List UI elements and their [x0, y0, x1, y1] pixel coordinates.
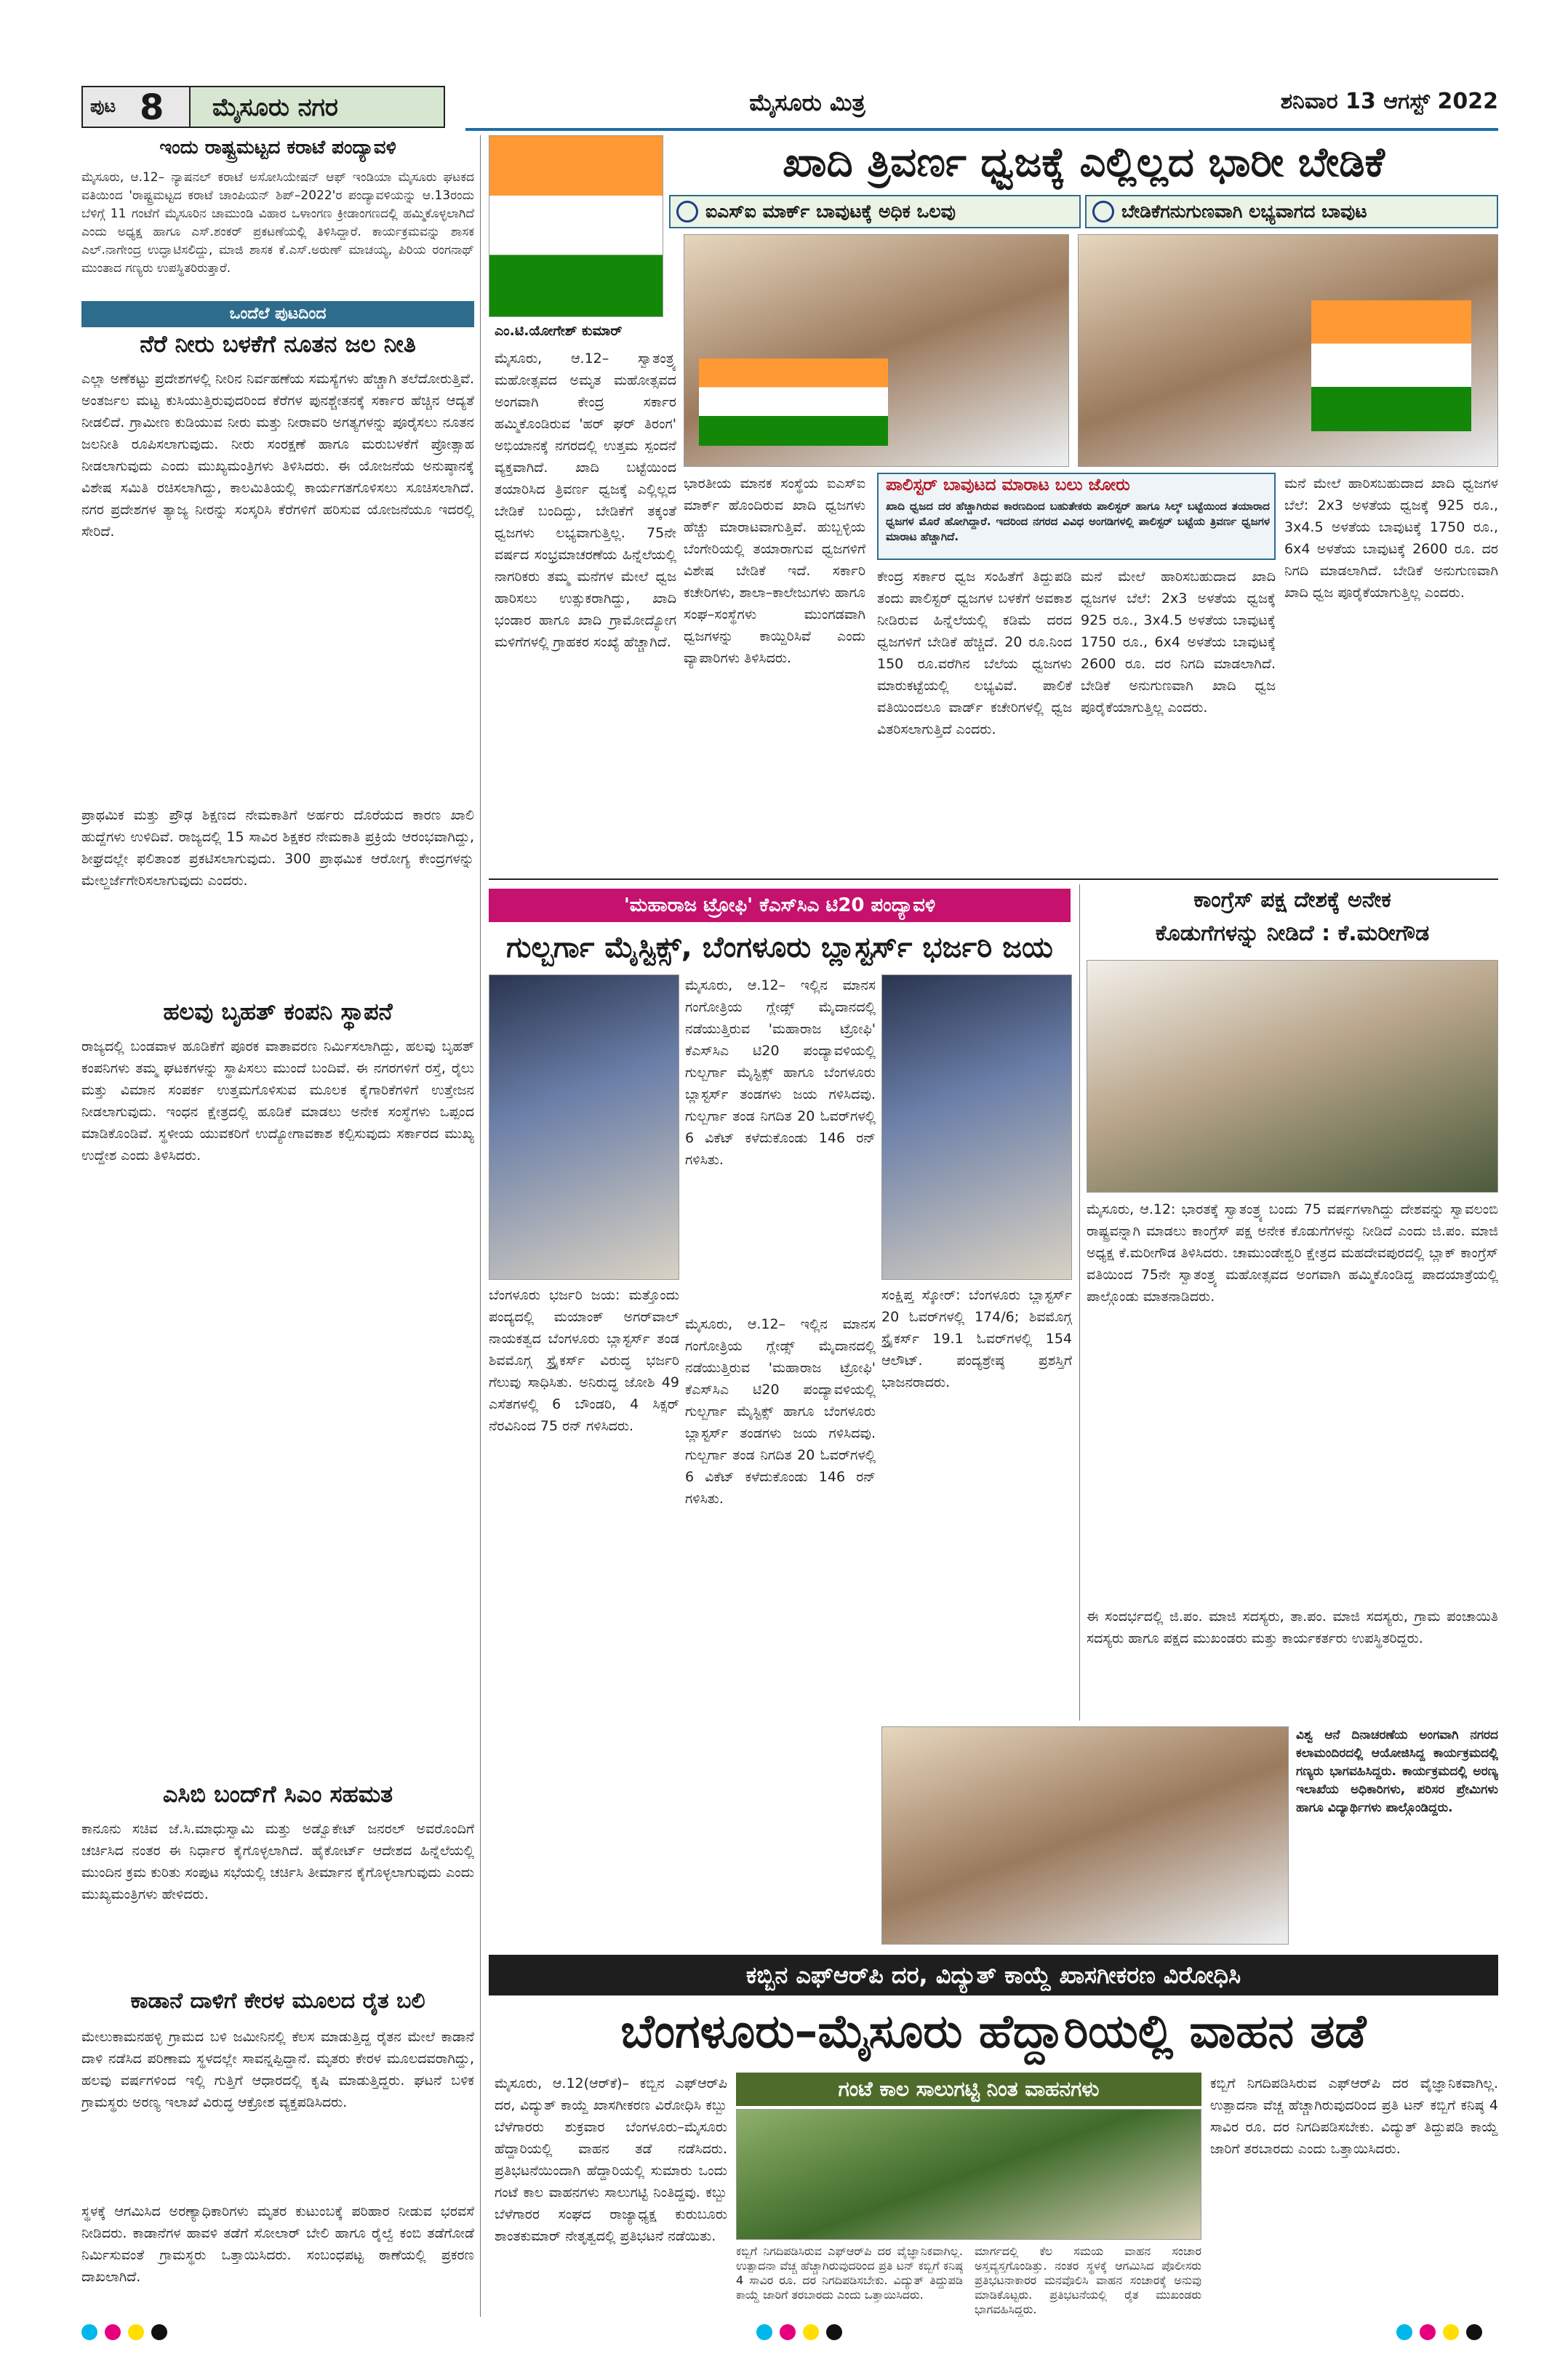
highway-body-2: ಕಬ್ಬಿಗೆ ನಿಗದಿಪಡಿಸಿರುವ ಎಫ್‌ಆರ್‌ಪಿ ದರ ವೈಜ್ಞಾನಿಕವಾಗಿಲ್ಲ. ಉತ್ಪಾದನಾ ವೆಚ್ಚ ಹೆಚ್ಚಾಗಿರುವುದರಿಂದ ಪ್ರತಿ ಟನ್ ಕಬ್ಬಿಗೆ ಕನಿಷ್ಠ 4 ಸಾವಿರ ರೂ. ದರ ನಿಗದಿಪಡಿಸಬೇಕು. ವಿದ್ಯುತ್ ತಿದ್ದುಪಡಿ ಕಾಯ್ದೆ ಜಾರಿಗೆ ತರಬಾರದು ಎಂದು ಒತ್ತಾಯಿಸಿದರು. — [736, 2244, 963, 2302]
highway-body-3: ಮಾರ್ಗದಲ್ಲಿ ಕೆಲ ಸಮಯ ವಾಹನ ಸಂಚಾರ ಅಸ್ತವ್ಯಸ್ತಗೊಂಡಿತ್ತು. ನಂತರ ಸ್ಥಳಕ್ಕೆ ಆಗಮಿಸಿದ ಪೊಲೀಸರು ಪ್ರತಿಭಟನಾಕಾರರ ಮನವೊಲಿಸಿ ವಾಹನ ಸಂಚಾರಕ್ಕೆ ಅನುವು ಮಾಡಿಕೊಟ್ಟರು. ಪ್ರತಿಭಟನೆಯಲ್ಲಿ ರೈತ ಮುಖಂಡರು ಭಾಗವಹಿಸಿದ್ದರು. — [975, 2244, 1201, 2316]
elephant-body-2: ಸ್ಥಳಕ್ಕೆ ಆಗಮಿಸಿದ ಅರಣ್ಯಾಧಿಕಾರಿಗಳು ಮೃತರ ಕುಟುಂಬಕ್ಕೆ ಪರಿಹಾರ ನೀಡುವ ಭರವಸೆ ನೀಡಿದರು. ಕಾಡಾನೆಗಳ ಹಾವಳಿ ತಡೆಗೆ ಸೋಲಾರ್ ಬೇಲಿ ಹಾಗೂ ರೈಲ್ವೆ ಕಂಬಿ ತಡೆಗೋಡೆ ನಿರ್ಮಿಸುವಂತೆ ಗ್ರಾಮಸ್ಥರು ಒತ್ತಾಯಿಸಿದರು. ಸಂಬಂಧಪಟ್ಟ ಠಾಣೆಯಲ್ಲಿ ಪ್ರಕರಣ ದಾಖಲಾಗಿದೆ. — [81, 2203, 474, 2285]
polyester-headline: ಪಾಲಿಸ್ಟರ್ ಬಾವುಟದ ಮಾರಾಟ ಬಲು ಜೋರು — [886, 476, 1130, 495]
magenta-dot-icon — [780, 2324, 796, 2340]
cricket-photo-1 — [489, 974, 679, 1280]
highway-body-4: ಕಬ್ಬಿಗೆ ನಿಗದಿಪಡಿಸಿರುವ ಎಫ್‌ಆರ್‌ಪಿ ದರ ವೈಜ್ಞಾನಿಕವಾಗಿಲ್ಲ. ಉತ್ಪಾದನಾ ವೆಚ್ಚ ಹೆಚ್ಚಾಗಿರುವುದರಿಂದ ಪ್ರತಿ ಟನ್ ಕಬ್ಬಿಗೆ ಕನಿಷ್ಠ 4 ಸಾವಿರ ರೂ. ದರ ನಿಗದಿಪಡಿಸಬೇಕು. ವಿದ್ಯುತ್ ತಿದ್ದುಪಡಿ ಕಾಯ್ದೆ ಜಾರಿಗೆ ತರಬಾರದು ಎಂದು ಒತ್ತಾಯಿಸಿದರು. — [1210, 2075, 1498, 2157]
highway-body-1: ಮೈಸೂರು, ಆ.12(ಆರ್‌ಕೆ)– ಕಬ್ಬಿನ ಎಫ್‌ಆರ್‌ಪಿ ದರ, ವಿದ್ಯುತ್ ಕಾಯ್ದೆ ಖಾಸಗೀಕರಣ ವಿರೋಧಿಸಿ ಕಬ್ಬು ಬೆಳೆಗಾರರು ಶುಕ್ರವಾರ ಬೆಂಗಳೂರು–ಮೈಸೂರು ಹೆದ್ದಾರಿಯಲ್ಲಿ ವಾಹನ ತಡೆ ನಡೆಸಿದರು. ಪ್ರತಿಭಟನೆಯಿಂದಾಗಿ ಹೆದ್ದಾರಿಯಲ್ಲಿ ಸುಮಾರು ಒಂದು ಗಂಟೆ ಕಾಲ ವಾಹನಗಳು ಸಾಲುಗಟ್ಟಿ ನಿಂತಿದ್ದವು. ಕಬ್ಬು ಬೆಳೆಗಾರರ ಸಂಘದ ರಾಜ್ಯಾಧ್ಯಕ್ಷ ಕುರುಬೂರು ಶಾಂತಕುಮಾರ್ ನೇತೃತ್ವದಲ್ಲಿ ಪ್ರತಿಭಟನೆ ನಡೆಯಿತು. — [495, 2075, 727, 2244]
khadi-subhead-1: ಐಎಸ್ಐ ಮಾರ್ಕ್ ಬಾವುಟಕ್ಕೆ ಅಧಿಕ ಒಲವು — [705, 201, 956, 222]
karate-body: ಮೈಸೂರು, ಆ.12– ನ್ಯಾಷನಲ್ ಕರಾಟೆ ಅಸೋಸಿಯೇಷನ್ ಆಫ್ ಇಂಡಿಯಾ ಮೈಸೂರು ಘಟಕದ ವತಿಯಿಂದ 'ರಾಷ್ಟ್ರಮಟ್ಟದ ಕರಾಟೆ ಚಾಂಪಿಯನ್ ಶಿಪ್–2022'ರ ಪಂದ್ಯಾವಳಿಯನ್ನು ಆ.13ರಂದು ಬೆಳಿಗ್ಗೆ 11 ಗಂಟೆಗೆ ಮೈಸೂರಿನ ಚಾಮುಂಡಿ ವಿಹಾರ ಒಳಾಂಗಣ ಕ್ರೀಡಾಂಗಣದಲ್ಲಿ ಹಮ್ಮಿಕೊಳ್ಳಲಾಗಿದೆ ಎಂದು ಅಧ್ಯಕ್ಷ ಹಾಗೂ ಎಸ್.ಶಂಕರ್ ಪ್ರಕಟಣೆಯಲ್ಲಿ ತಿಳಿಸಿದ್ದಾರೆ. ಕಾರ್ಯಕ್ರಮವನ್ನು ಶಾಸಕ ಎಲ್.ನಾಗೇಂದ್ರ ಉದ್ಘಾಟಿಸಲಿದ್ದು, ಮಾಜಿ ಶಾಸಕ ಕೆ.ಎಸ್.ಅರುಣ್ ಮಾಚಯ್ಯ, ಪಿರಿಯ ರಂಗನಾಥ್ ಮುಂತಾದ ಗಣ್ಯರು ಉಪಸ್ಥಿತರಿರುತ್ತಾರೆ. — [81, 170, 474, 276]
cricket-tag: 'ಮಹಾರಾಜ ಟ್ರೋಫಿ' ಕೆಎಸ್‌ಸಿಎ ಟಿ20 ಪಂದ್ಯಾವಳಿ — [489, 889, 1071, 922]
khadi-shop-photo — [684, 234, 1069, 467]
issue-date: ಶನಿವಾರ 13 ಆಗಸ್ಟ್ 2022 — [1280, 89, 1498, 114]
khadi-byline: ಎಂ.ಟಿ.ಯೋಗೇಶ್ ಕುಮಾರ್ — [495, 323, 623, 339]
event-caption: ವಿಶ್ವ ಆನೆ ದಿನಾಚರಣೆಯ ಅಂಗವಾಗಿ ನಗರದ ಕಲಾಮಂದಿರದಲ್ಲಿ ಆಯೋಜಿಸಿದ್ದ ಕಾರ್ಯಕ್ರಮದಲ್ಲಿ ಗಣ್ಯರು ಭಾಗವಹಿಸಿದ್ದರು. ಕಾರ್ಯಕ್ರಮದಲ್ಲಿ ಅರಣ್ಯ ಇಲಾಖೆಯ ಅಧಿಕಾರಿಗಳು, ಪರಿಸರ ಪ್ರೇಮಿಗಳು ಹಾಗೂ ವಿದ್ಯಾರ್ಥಿಗಳು ಪಾಲ್ಗೊಂಡಿದ್ದರು. — [1296, 1728, 1498, 1815]
cricket-photo-2 — [881, 974, 1072, 1280]
congress-body-2: ಈ ಸಂದರ್ಭದಲ್ಲಿ ಜಿ.ಪಂ. ಮಾಜಿ ಸದಸ್ಯರು, ತಾ.ಪಂ. ಮಾಜಿ ಸದಸ್ಯರು, ಗ್ರಾಮ ಪಂಚಾಯಿತಿ ಸದಸ್ಯರು ಹಾಗೂ ಪಕ್ಷದ ಮುಖಂಡರು ಮತ್ತು ಕಾರ್ಯಕರ್ತರು ಉಪಸ್ಥಿತರಿದ್ದರು. — [1087, 1609, 1498, 1646]
khadi-store-photo — [1078, 234, 1498, 467]
khadi-subhead-2-box — [1085, 195, 1498, 228]
elephant-headline: ಕಾಡಾನೆ ದಾಳಿಗೆ ಕೇರಳ ಮೂಲದ ರೈತ ಬಲಿ — [130, 1988, 425, 2014]
black-dot-icon — [826, 2324, 842, 2340]
karate-headline: ಇಂದು ರಾಷ್ಟ್ರಮಟ್ಟದ ಕರಾಟೆ ಪಂದ್ಯಾವಳಿ — [159, 137, 396, 159]
congress-headline-1: ಕಾಂಗ್ರೆಸ್ ಪಕ್ಷ ದೇಶಕ್ಕೆ ಅನೇಕ — [1193, 887, 1391, 913]
khadi-headline: ಖಾದಿ ತ್ರಿವರ್ಣ ಧ್ವಜಕ್ಕೆ ಎಲ್ಲಿಲ್ಲದ ಭಾರೀ ಬೇಡಿಕೆ — [783, 139, 1385, 186]
paper-name: ಮೈಸೂರು ಮಿತ್ರ — [749, 89, 865, 116]
khadi-body-3: ಮನೆ ಮೇಲೆ ಹಾರಿಸಬಹುದಾದ ಖಾದಿ ಧ್ವಜಗಳ ಬೆಲೆ: 2x3 ಅಳತೆಯ ಧ್ವಜಕ್ಕೆ 925 ರೂ., 3x4.5 ಅಳತೆಯ ಬಾವುಟಕ್ಕೆ 1750 ರೂ., 6x4 ಅಳತೆಯ ಬಾವುಟಕ್ಕೆ 2600 ರೂ. ದರ ನಿಗದಿ ಮಾಡಲಾಗಿದೆ. ಬೇಡಿಕೆ ಅನುಗುಣವಾಗಿ ಖಾದಿ ಧ್ವಜ ಪೂರೈಕೆಯಾಗುತ್ತಿಲ್ಲ ಎಂದರು. — [1081, 569, 1276, 716]
bandh-headline: ಎಸಿಬಿ ಬಂದ್‌ಗೆ ಸಿಎಂ ಸಹಮತ — [162, 1780, 393, 1808]
cricket-headline: ಗುಲ್ಬರ್ಗಾ ಮೈಸ್ಟಿಕ್ಸ್, ಬೆಂಗಳೂರು ಬ್ಲಾಸ್ಟರ್ಸ್ ಭರ್ಜರಿ ಜಯ — [506, 931, 1053, 964]
page-number-box — [81, 86, 191, 128]
polyester-body: ಕೇಂದ್ರ ಸರ್ಕಾರ ಧ್ವಜ ಸಂಹಿತೆಗೆ ತಿದ್ದುಪಡಿ ತಂದು ಪಾಲಿಸ್ಟರ್ ಧ್ವಜಗಳ ಬಳಕೆಗೆ ಅವಕಾಶ ನೀಡಿರುವ ಹಿನ್ನೆಲೆಯಲ್ಲಿ ಕಡಿಮೆ ದರದ ಧ್ವಜಗಳಿಗೆ ಬೇಡಿಕೆ ಹೆಚ್ಚಿದೆ. 20 ರೂ.ನಿಂದ 150 ರೂ.ವರೆಗಿನ ಬೆಲೆಯ ಧ್ವಜಗಳು ಮಾರುಕಟ್ಟೆಯಲ್ಲಿ ಲಭ್ಯವಿವೆ. ಪಾಲಿಕೆ ವತಿಯಿಂದಲೂ ವಾರ್ಡ್ ಕಚೇರಿಗಳಲ್ಲಿ ಧ್ವಜ ವಿತರಿಸಲಾಗುತ್ತಿದೆ ಎಂದರು. — [877, 569, 1072, 737]
yellow-dot-icon — [803, 2324, 819, 2340]
highway-headline: ಬೆಂಗಳೂರು–ಮೈಸೂರು ಹೆದ್ದಾರಿಯಲ್ಲಿ ವಾಹನ ತಡೆ — [620, 2005, 1367, 2059]
company-body: ರಾಜ್ಯದಲ್ಲಿ ಬಂಡವಾಳ ಹೂಡಿಕೆಗೆ ಪೂರಕ ವಾತಾವರಣ ನಿರ್ಮಿಸಲಾಗಿದ್ದು, ಹಲವು ಬೃಹತ್ ಕಂಪನಿಗಳು ತಮ್ಮ ಘಟಕಗಳನ್ನು ಸ್ಥಾಪಿಸಲು ಮುಂದೆ ಬಂದಿವೆ. ಈ ನಗರಗಳಿಗೆ ರಸ್ತೆ, ರೈಲು ಮತ್ತು ವಿಮಾನ ಸಂಪರ್ಕ ಉತ್ತಮಗೊಳಿಸುವ ಮೂಲಕ ಕೈಗಾರಿಕೆಗಳಿಗೆ ಉತ್ತೇಜನ ನೀಡಲಾಗುವುದು. ಇಂಧನ ಕ್ಷೇತ್ರದಲ್ಲಿ ಹೂಡಿಕೆ ಮಾಡಲು ಅನೇಕ ಸಂಸ್ಥೆಗಳು ಒಪ್ಪಂದ ಮಾಡಿಕೊಂಡಿವೆ. ಸ್ಥಳೀಯ ಯುವಕರಿಗೆ ಉದ್ಯೋಗಾವಕಾಶ ಕಲ್ಪಿಸುವುದು ಸರ್ಕಾರದ ಮುಖ್ಯ ಉದ್ದೇಶ ಎಂದು ತಿಳಿಸಿದರು. — [81, 1038, 474, 1164]
elephant-body-1: ಮೇಲುಕಾಮನಹಳ್ಳಿ ಗ್ರಾಮದ ಬಳಿ ಜಮೀನಿನಲ್ಲಿ ಕೆಲಸ ಮಾಡುತ್ತಿದ್ದ ರೈತನ ಮೇಲೆ ಕಾಡಾನೆ ದಾಳಿ ನಡೆಸಿದ ಪರಿಣಾಮ ಸ್ಥಳದಲ್ಲೇ ಸಾವನ್ನಪ್ಪಿದ್ದಾನೆ. ಮೃತರು ಕೇರಳ ಮೂಲದವರಾಗಿದ್ದು, ಹಲವು ವರ್ಷಗಳಿಂದ ಇಲ್ಲಿ ಗುತ್ತಿಗೆ ಆಧಾರದಲ್ಲಿ ಕೃಷಿ ಮಾಡುತ್ತಿದ್ದರು. ಘಟನೆ ಬಳಿಕ ಗ್ರಾಮಸ್ಥರು ಅರಣ್ಯ ಇಲಾಖೆ ವಿರುದ್ಧ ಆಕ್ರೋಶ ವ್ಯಕ್ತಪಡಿಸಿದರು. — [81, 2029, 474, 2110]
khadi-body-2: ಭಾರತೀಯ ಮಾನಕ ಸಂಸ್ಥೆಯ ಐಎಸ್ಐ ಮಾರ್ಕ್ ಹೊಂದಿರುವ ಖಾದಿ ಧ್ವಜಗಳು ಹೆಚ್ಚು ಮಾರಾಟವಾಗುತ್ತಿವೆ. ಹುಬ್ಬಳ್ಳಿಯ ಬೆಂಗೇರಿಯಲ್ಲಿ ತಯಾರಾಗುವ ಧ್ವಜಗಳಿಗೆ ವಿಶೇಷ ಬೇಡಿಕೆ ಇದೆ. ಸರ್ಕಾರಿ ಕಚೇರಿಗಳು, ಶಾಲಾ–ಕಾಲೇಜುಗಳು ಹಾಗೂ ಸಂಘ–ಸಂಸ್ಥೆಗಳು ಮುಂಗಡವಾಗಿ ಧ್ವಜಗಳನ್ನು ಕಾಯ್ದಿರಿಸಿವೆ ಎಂದು ವ್ಯಾಪಾರಿಗಳು ತಿಳಿಸಿದರು. — [684, 476, 865, 666]
cricket-body-1: ಮೈಸೂರು, ಆ.12– ಇಲ್ಲಿನ ಮಾನಸ ಗಂಗೋತ್ರಿಯ ಗ್ಲೇಡ್ಸ್ ಮೈದಾನದಲ್ಲಿ ನಡೆಯುತ್ತಿರುವ 'ಮಹಾರಾಜ ಟ್ರೋಫಿ' ಕೆಎಸ್‌ಸಿಎ ಟಿ20 ಪಂದ್ಯಾವಳಿಯಲ್ಲಿ ಗುಲ್ಬರ್ಗಾ ಮೈಸ್ಟಿಕ್ಸ್ ಹಾಗೂ ಬೆಂಗಳೂರು ಬ್ಲಾಸ್ಟರ್ಸ್ ತಂಡಗಳು ಜಯ ಗಳಿಸಿದವು. ಗುಲ್ಬರ್ಗಾ ತಂಡ ನಿಗದಿತ 20 ಓವರ್‌ಗಳಲ್ಲಿ 6 ವಿಕೆಟ್ ಕಳೆದುಕೊಂಡು 146 ರನ್ ಗಳಿಸಿತು. — [685, 977, 876, 1168]
cyan-dot-icon — [81, 2324, 97, 2340]
highway-photo — [736, 2109, 1201, 2240]
black-dot-icon — [1466, 2324, 1482, 2340]
section-name: ಮೈಸೂರು ನಗರ — [191, 86, 445, 128]
editorial-label: ಒಂದೆಲೆ ಪುಟದಿಂದ — [81, 301, 474, 327]
khadi-subhead-2: ಬೇಡಿಕೆಗನುಗುಣವಾಗಿ ಲಭ್ಯವಾಗದ ಬಾವುಟ — [1121, 201, 1367, 222]
cricket-body-4: ಸಂಕ್ಷಿಪ್ತ ಸ್ಕೋರ್: ಬೆಂಗಳೂರು ಬ್ಲಾಸ್ಟರ್ಸ್ 20 ಓವರ್‌ಗಳಲ್ಲಿ 174/6; ಶಿವಮೊಗ್ಗ ಸ್ಟ್ರೈಕರ್ಸ್ 19.1 ಓವರ್‌ಗಳಲ್ಲಿ 154 ಆಲೌಟ್. ಪಂದ್ಯಶ್ರೇಷ್ಠ ಪ್ರಶಸ್ತಿಗೆ ಭಾಜನರಾದರು. — [881, 1287, 1072, 1390]
editorial-body-2: ಪ್ರಾಥಮಿಕ ಮತ್ತು ಪ್ರೌಢ ಶಿಕ್ಷಣದ ನೇಮಕಾತಿಗೆ ಅರ್ಹರು ದೊರೆಯದ ಕಾರಣ ಖಾಲಿ ಹುದ್ದೆಗಳು ಉಳಿದಿವೆ. ರಾಜ್ಯದಲ್ಲಿ 15 ಸಾವಿರ ಶಿಕ್ಷಕರ ನೇಮಕಾತಿ ಪ್ರಕ್ರಿಯೆ ಆರಂಭವಾಗಿದ್ದು, ಶೀಘ್ರದಲ್ಲೇ ಫಲಿತಾಂಶ ಪ್ರಕಟಿಸಲಾಗುವುದು. 300 ಪ್ರಾಥಮಿಕ ಆರೋಗ್ಯ ಕೇಂದ್ರಗಳನ್ನು ಮೇಲ್ದರ್ಜೆಗೇರಿಸಲಾಗುವುದು ಎಂದರು. — [81, 807, 474, 889]
cyan-dot-icon — [1396, 2324, 1412, 2340]
editorial-headline: ನೆರೆ ನೀರು ಬಳಕೆಗೆ ನೂತನ ಜಲ ನೀತಿ — [140, 330, 416, 358]
company-headline: ಹಲವು ಬೃಹತ್ ಕಂಪನಿ ಸ್ಥಾಪನೆ — [163, 998, 393, 1025]
polyester-lede: ಖಾದಿ ಧ್ವಜದ ದರ ಹೆಚ್ಚಾಗಿರುವ ಕಾರಣದಿಂದ ಬಹುತೇಕರು ಪಾಲಿಸ್ಟರ್ ಹಾಗೂ ಸಿಲ್ಕ್ ಬಟ್ಟೆಯಿಂದ ತಯಾರಾದ ಧ್ವಜಗಳ ಮೊರೆ ಹೋಗಿದ್ದಾರೆ. ಇದರಿಂದ ನಗರದ ವಿವಿಧ ಅಂಗಡಿಗಳಲ್ಲಿ ಪಾಲಿಸ್ಟರ್ ಬಟ್ಟೆಯ ತ್ರಿವರ್ಣ ಧ್ವಜಗಳ ಮಾರಾಟ ಹೆಚ್ಚಾಗಿದೆ. — [886, 500, 1270, 543]
chakra-icon — [676, 201, 698, 223]
black-dot-icon — [151, 2324, 167, 2340]
registration-marks-right — [1396, 2324, 1498, 2346]
page-label: ಪುಟ — [90, 96, 116, 116]
congress-photo — [1087, 960, 1498, 1193]
registration-marks-center — [756, 2324, 858, 2346]
congress-body: ಮೈಸೂರು, ಆ.12: ಭಾರತಕ್ಕೆ ಸ್ವಾತಂತ್ರ್ಯ ಬಂದು 75 ವರ್ಷಗಳಾಗಿದ್ದು ದೇಶವನ್ನು ಸ್ವಾವಲಂಬಿ ರಾಷ್ಟ್ರವನ್ನಾಗಿ ಮಾಡಲು ಕಾಂಗ್ರೆಸ್ ಪಕ್ಷ ಅನೇಕ ಕೊಡುಗೆಗಳನ್ನು ನೀಡಿದೆ ಎಂದು ಜಿ.ಪಂ. ಮಾಜಿ ಅಧ್ಯಕ್ಷ ಕೆ.ಮರೀಗೌಡ ತಿಳಿಸಿದರು. ಚಾಮುಂಡೇಶ್ವರಿ ಕ್ಷೇತ್ರದ ಮಹದೇವಪುರದಲ್ಲಿ ಬ್ಲಾಕ್ ಕಾಂಗ್ರೆಸ್ ವತಿಯಿಂದ 75ನೇ ಸ್ವಾತಂತ್ರ್ಯ ಮಹೋತ್ಸವದ ಅಂಗವಾಗಿ ಹಮ್ಮಿಕೊಂಡಿದ್ದ ಪಾದಯಾತ್ರೆಯಲ್ಲಿ ಪಾಲ್ಗೊಂಡು ಮಾತನಾಡಿದರು. — [1087, 1201, 1498, 1305]
highway-kicker: ಕಬ್ಬಿನ ಎಫ್‌ಆರ್‌ಪಿ ದರ, ವಿದ್ಯುತ್ ಕಾಯ್ದೆ ಖಾಸಗೀಕರಣ ವಿರೋಧಿಸಿ — [489, 1955, 1498, 1995]
event-photo — [881, 1726, 1289, 1945]
khadi-bottom-rule — [489, 878, 1498, 880]
bandh-body: ಕಾನೂನು ಸಚಿವ ಜೆ.ಸಿ.ಮಾಧುಸ್ವಾಮಿ ಮತ್ತು ಅಡ್ವೊಕೇಟ್ ಜನರಲ್ ಅವರೊಂದಿಗೆ ಚರ್ಚಿಸಿದ ನಂತರ ಈ ನಿರ್ಧಾರ ಕೈಗೊಳ್ಳಲಾಗಿದೆ. ಹೈಕೋರ್ಟ್ ಆದೇಶದ ಹಿನ್ನೆಲೆಯಲ್ಲಿ ಮುಂದಿನ ಕ್ರಮ ಕುರಿತು ಸಂಪುಟ ಸಭೆಯಲ್ಲಿ ಚರ್ಚಿಸಿ ತೀರ್ಮಾನ ಕೈಗೊಳ್ಳಲಾಗುವುದು ಎಂದು ಮುಖ್ಯಮಂತ್ರಿಗಳು ಹೇಳಿದರು. — [81, 1821, 474, 1902]
page-number: 8 — [140, 87, 164, 128]
cricket-body-3: ಮೈಸೂರು, ಆ.12– ಇಲ್ಲಿನ ಮಾನಸ ಗಂಗೋತ್ರಿಯ ಗ್ಲೇಡ್ಸ್ ಮೈದಾನದಲ್ಲಿ ನಡೆಯುತ್ತಿರುವ 'ಮಹಾರಾಜ ಟ್ರೋಫಿ' ಕೆಎಸ್‌ಸಿಎ ಟಿ20 ಪಂದ್ಯಾವಳಿಯಲ್ಲಿ ಗುಲ್ಬರ್ಗಾ ಮೈಸ್ಟಿಕ್ಸ್ ಹಾಗೂ ಬೆಂಗಳೂರು ಬ್ಲಾಸ್ಟರ್ಸ್ ತಂಡಗಳು ಜಯ ಗಳಿಸಿದವು. ಗುಲ್ಬರ್ಗಾ ತಂಡ ನಿಗದಿತ 20 ಓವರ್‌ಗಳಲ್ಲಿ 6 ವಿಕೆಟ್ ಕಳೆದುಕೊಂಡು 146 ರನ್ ಗಳಿಸಿತು. — [685, 1316, 876, 1507]
masthead-rule — [465, 128, 1498, 131]
congress-headline-2: ಕೊಡುಗೆಗಳನ್ನು ನೀಡಿದೆ : ಕೆ.ಮರೀಗೌಡ — [1155, 921, 1430, 946]
chakra-icon — [1092, 201, 1114, 223]
editorial-body-1: ಎಲ್ಲಾ ಅಣೆಕಟ್ಟು ಪ್ರದೇಶಗಳಲ್ಲಿ ನೀರಿನ ನಿರ್ವಹಣೆಯ ಸಮಸ್ಯೆಗಳು ಹೆಚ್ಚಾಗಿ ತಲೆದೋರುತ್ತಿವೆ. ಅಂತರ್ಜಲ ಮಟ್ಟ ಕುಸಿಯುತ್ತಿರುವುದರಿಂದ ಕೆರೆಗಳ ಪುನಶ್ಚೇತನಕ್ಕೆ ಸರ್ಕಾರ ಹೆಚ್ಚಿನ ಆದ್ಯತೆ ನೀಡಲಿದೆ. ಗ್ರಾಮೀಣ ಕುಡಿಯುವ ನೀರು ಮತ್ತು ನೀರಾವರಿ ಅಗತ್ಯಗಳನ್ನು ಪೂರೈಸಲು ನೂತನ ಜಲನೀತಿ ರೂಪಿಸಲಾಗುವುದು. ನೀರು ಸಂರಕ್ಷಣೆ ಹಾಗೂ ಮರುಬಳಕೆಗೆ ಪ್ರೋತ್ಸಾಹ ನೀಡಲಾಗುವುದು ಎಂದು ಮುಖ್ಯಮಂತ್ರಿಗಳು ತಿಳಿಸಿದರು. ಈ ಯೋಜನೆಯ ಅನುಷ್ಠಾನಕ್ಕೆ ವಿಶೇಷ ಸಮಿತಿ ರಚಿಸಲಾಗಿದ್ದು, ಕಾಲಮಿತಿಯಲ್ಲಿ ಕಾರ್ಯಗತಗೊಳಿಸಲು ಸೂಚಿಸಲಾಗಿದೆ. ನಗರ ಪ್ರದೇಶಗಳ ತ್ಯಾಜ್ಯ ನೀರನ್ನು ಸಂಸ್ಕರಿಸಿ ಕೆರೆಗಳಿಗೆ ಹರಿಸುವ ಯೋಜನೆಯೂ ಇದರಲ್ಲಿ ಸೇರಿದೆ. — [81, 371, 474, 540]
cricket-body-2: ಬೆಂಗಳೂರು ಭರ್ಜರಿ ಜಯ: ಮತ್ತೊಂದು ಪಂದ್ಯದಲ್ಲಿ ಮಯಾಂಕ್ ಅಗರ್‌ವಾಲ್ ನಾಯಕತ್ವದ ಬೆಂಗಳೂರು ಬ್ಲಾಸ್ಟರ್ಸ್ ತಂಡ ಶಿವಮೊಗ್ಗ ಸ್ಟ್ರೈಕರ್ಸ್ ವಿರುದ್ಧ ಭರ್ಜರಿ ಗೆಲುವು ಸಾಧಿಸಿತು. ಅನಿರುದ್ಧ ಜೋಶಿ 49 ಎಸೆತಗಳಲ್ಲಿ 6 ಬೌಂಡರಿ, 4 ಸಿಕ್ಸರ್ ನೆರವಿನಿಂದ 75 ರನ್ ಗಳಿಸಿದರು. — [489, 1287, 679, 1434]
left-column-divider — [480, 135, 481, 2317]
khadi-body-4: ಮನೆ ಮೇಲೆ ಹಾರಿಸಬಹುದಾದ ಖಾದಿ ಧ್ವಜಗಳ ಬೆಲೆ: 2x3 ಅಳತೆಯ ಧ್ವಜಕ್ಕೆ 925 ರೂ., 3x4.5 ಅಳತೆಯ ಬಾವುಟಕ್ಕೆ 1750 ರೂ., 6x4 ಅಳತೆಯ ಬಾವುಟಕ್ಕೆ 2600 ರೂ. ದರ ನಿಗದಿ ಮಾಡಲಾಗಿದೆ. ಬೇಡಿಕೆ ಅನುಗುಣವಾಗಿ ಖಾದಿ ಧ್ವಜ ಪೂರೈಕೆಯಾಗುತ್ತಿಲ್ಲ ಎಂದರು. — [1284, 476, 1498, 601]
magenta-dot-icon — [1420, 2324, 1436, 2340]
cricket-divider — [1079, 884, 1080, 1721]
yellow-dot-icon — [128, 2324, 144, 2340]
khadi-subhead-1-box — [669, 195, 1081, 228]
flag-photo-top-left — [489, 135, 663, 317]
cyan-dot-icon — [756, 2324, 772, 2340]
polyester-box — [877, 473, 1276, 560]
khadi-body-1: ಮೈಸೂರು, ಆ.12– ಸ್ವಾತಂತ್ರ್ಯ ಮಹೋತ್ಸವದ ಅಮೃತ ಮಹೋತ್ಸವದ ಅಂಗವಾಗಿ ಕೇಂದ್ರ ಸರ್ಕಾರ ಹಮ್ಮಿಕೊಂಡಿರುವ 'ಹರ್ ಘರ್ ತಿರಂಗ' ಅಭಿಯಾನಕ್ಕೆ ನಗರದಲ್ಲಿ ಉತ್ತಮ ಸ್ಪಂದನೆ ವ್ಯಕ್ತವಾಗಿದೆ. ಖಾದಿ ಬಟ್ಟೆಯಿಂದ ತಯಾರಿಸಿದ ತ್ರಿವರ್ಣ ಧ್ವಜಕ್ಕೆ ಎಲ್ಲಿಲ್ಲದ ಬೇಡಿಕೆ ಬಂದಿದ್ದು, ಬೇಡಿಕೆಗೆ ತಕ್ಕಂತೆ ಧ್ವಜಗಳು ಲಭ್ಯವಾಗುತ್ತಿಲ್ಲ. 75ನೇ ವರ್ಷದ ಸಂಭ್ರಮಾಚರಣೆಯ ಹಿನ್ನೆಲೆಯಲ್ಲಿ ನಾಗರಿಕರು ತಮ್ಮ ಮನೆಗಳ ಮೇಲೆ ಧ್ವಜ ಹಾರಿಸಲು ಉತ್ಸುಕರಾಗಿದ್ದು, ಖಾದಿ ಭಂಡಾರ ಹಾಗೂ ಖಾದಿ ಗ್ರಾಮೋದ್ಯೋಗ ಮಳಿಗೆಗಳಲ್ಲಿ ಗ್ರಾಹಕರ ಸಂಖ್ಯೆ ಹೆಚ್ಚಾಗಿದೆ. — [495, 351, 676, 650]
yellow-dot-icon — [1443, 2324, 1459, 2340]
magenta-dot-icon — [105, 2324, 121, 2340]
registration-marks-left — [81, 2324, 183, 2346]
highway-subhead: ಗಂಟೆ ಕಾಲ ಸಾಲುಗಟ್ಟಿ ನಿಂತ ವಾಹನಗಳು — [736, 2073, 1201, 2106]
